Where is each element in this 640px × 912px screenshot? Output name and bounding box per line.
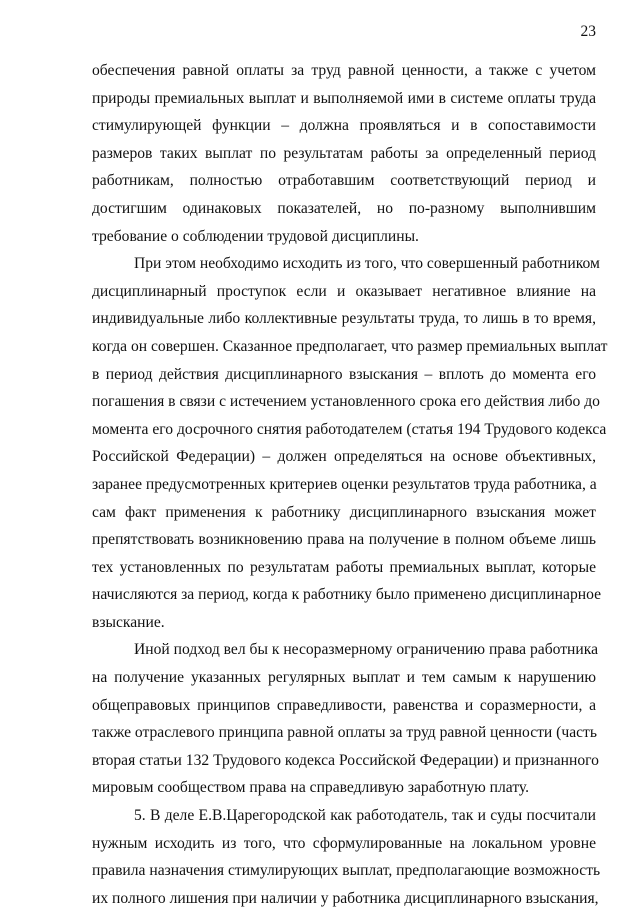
paragraph	[92, 802, 601, 912]
text-line: тех установленных по результатам работы премиальных выплат, которые	[92, 558, 596, 576]
text-line: момента его досрочного снятия работодателем (статья 194 Трудового кодекса	[92, 420, 607, 438]
text-line: взыскание.	[92, 613, 165, 631]
text-line: их полного лишения при наличии у работника дисциплинарного взыскания,	[92, 889, 599, 907]
text-line: когда он совершен. Сказанное предполагает, что размер премиальных выплат	[92, 337, 608, 355]
text-line: правила назначения стимулирующих выплат, предполагающие возможность	[92, 862, 601, 880]
text-line: обеспечения равной оплаты за труд равной ценности, а также с учетом	[92, 62, 596, 79]
text-line: дисциплинарный проступок если и оказывает негативное влияние на	[92, 282, 596, 300]
text-line: вторая статьи 132 Трудового кодекса Российской Федерации) и признанного	[92, 751, 599, 769]
text-line: достигшим одинаковых показателей, но по-разному выполнившим	[92, 199, 596, 217]
text-line: на получение указанных регулярных выплат и тем самым к нарушению	[92, 669, 596, 687]
text-line: индивидуальные либо коллективные результаты труда, то лишь в то время,	[92, 310, 596, 328]
text-line: При этом необходимо исходить из того, что совершенный работником	[134, 255, 600, 273]
text-line: также отраслевого принципа равной оплаты за труд равной ценности (часть	[92, 724, 597, 742]
paragraph	[92, 250, 608, 636]
text-line: требование о соблюдении трудовой дисциплины.	[92, 227, 419, 245]
text-line: Российской Федерации) – должен определяться на основе объективных,	[92, 448, 596, 466]
text-line: размеров таких выплат по результатам работы за определенный период	[92, 144, 596, 162]
text-line: нужным исходить из того, что сформулированные на локальном уровне	[92, 834, 596, 852]
text-line: препятствовать возникновению права на получение в полном объеме лишь	[92, 531, 596, 549]
text-line: природы премиальных выплат и выполняемой ими в системе оплаты труда	[92, 89, 596, 107]
text-line: в период действия дисциплинарного взыскания – вплоть до момента его	[92, 365, 596, 383]
text-line: работникам, полностью отработавшим соответствующий период и	[92, 172, 596, 190]
text-line: стимулирующей функции – должна проявляться и в сопоставимости	[92, 117, 596, 135]
document-body	[92, 57, 608, 912]
text-line: начисляются за период, когда к работнику было применено дисциплинарное	[92, 586, 601, 604]
page-number: 23	[580, 23, 596, 40]
paragraph	[92, 57, 596, 250]
text-line: 5. В деле Е.В.Царегородской как работодатель, так и суды посчитали	[134, 807, 596, 825]
text-line: общеправовых принципов справедливости, равенства и соразмерности, а	[92, 696, 596, 714]
text-line: сам факт применения к работнику дисциплинарного взыскания может	[92, 503, 596, 521]
text-line: погашения в связи с истечением установленного срока его действия либо до	[92, 393, 600, 411]
paragraph	[92, 636, 599, 802]
text-line: Иной подход вел бы к несоразмерному ограничению права работника	[134, 641, 598, 659]
text-line: заранее предусмотренных критериев оценки результатов труда работника, а	[92, 475, 597, 493]
text-line: мировым сообществом права на справедливую заработную плату.	[92, 779, 530, 797]
